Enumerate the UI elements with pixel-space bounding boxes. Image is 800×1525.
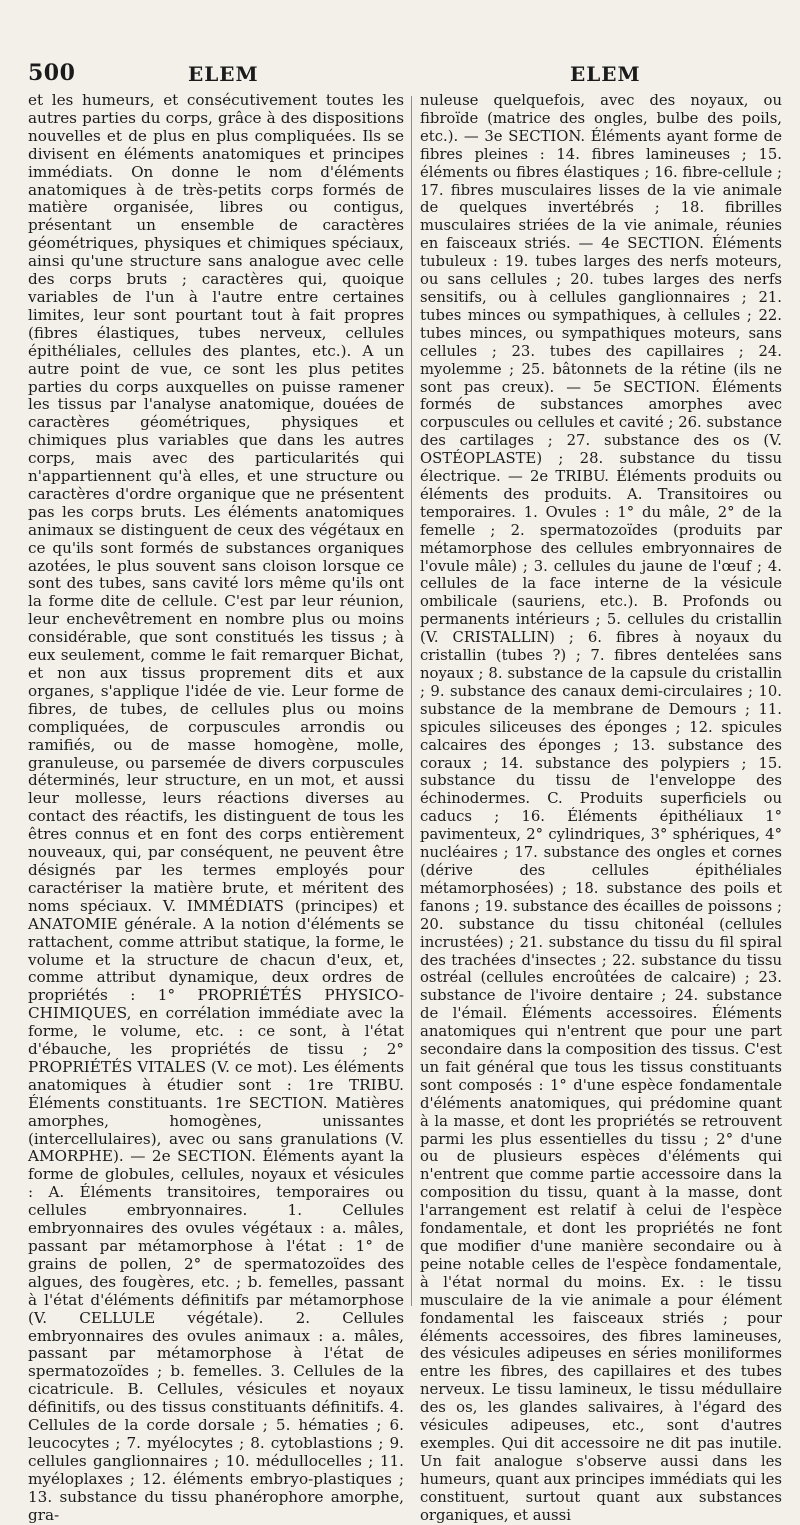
left-running-headword: ELEM [188,62,259,86]
left-text-column [28,91,404,1524]
right-text-column [420,92,782,1524]
right-running-headword: ELEM [570,62,641,86]
left-column-text: et les humeurs, et consécutivement toutes les autres parties du corps, grâce à des dispositions nouvelles et de plus en plus compliquées. Ils se divisent en éléments anatomiques et principes immédiats. On donne le nom d'éléments anatomiques à de très-petits corps formés de matière organisée, libres ou contigus, présentant un ensemble de caractères géométriques, physiques et chimiques spéciaux, ainsi qu'une structure sans analogue avec celle des corps bruts ; caractères qui, quoique variables de l'un à l'autre entre certaines limites, leur sont pourtant tout à fait propres (fibres élastiques, tubes nerveux, cellules épithéliales, cellules des plantes, etc.). A un autre point de vue, ce sont les plus petites parties du corps auxquelles on puisse ramener les tissus par l'analyse anatomique, douées de caractères géométriques, physiques et chimiques plus variables que dans les autres corps, mais avec des particularités qui n'appartiennent qu'à elles, et une structure ou caractères d'ordre organique que ne présentent pas les corps bruts. Les éléments anatomiques animaux se distinguent de ceux des végétaux en ce qu'ils sont formés de substances organiques azotées, le plus souvent sans cloison lorsque ce sont des tubes, sans cavité lors même qu'ils ont la forme dite de cellule. C'est par leur réunion, leur enchevêtrement en nombre plus ou moins considérable, que sont constitués les tissus ; à eux seulement, comme le fait remarquer Bichat, et non aux tissus proprement dits et aux organes, s'applique l'idée de vie. Leur forme de fibres, de tubes, de cellules plus ou moins compliquées, de corpuscules arrondis ou ramifiés, ou de masse homogène, molle, granuleuse, ou parsemée de divers corpuscules déterminés, leur structure, en un mot, et aussi leur mollesse, leurs réactions diverses au contact des réactifs, les distinguent de tous les êtres connus et en font des corps entièrement nouveaux, qui, par conséquent, ne peuvent être désignés par les termes employés pour caractériser la matière brute, et méritent des noms spéciaux. V. IMMÉDIATS (principes) et ANATOMIE générale. A la notion d'éléments se rattachent, comme attribut statique, la forme, le volume et la structure de chacun d'eux, et, comme attribut dynamique, deux ordres de propriétés : 1° PROPRIÉTÉS PHYSICO-CHIMIQUES, en corrélation immédiate avec la forme, le volume, etc. : ce sont, à l'état d'ébauche, les propriétés de tissu ; 2° PROPRIÉTÉS VITALES (V. ce mot). Les éléments anatomiques à étudier sont : 1re TRIBU. Éléments constituants. 1re SECTION. Matières amorphes, homogènes, unissantes (intercellulaires), avec ou sans granulations (V. AMORPHE). — 2e SECTION. Éléments ayant la forme de globules, cellules, noyaux et vésicules : A. Éléments transitoires, temporaires ou cellules embryonnaires. 1. Cellules embryonnaires des ovules végétaux : a. mâles, passant par métamorphose à l'état : 1° de grains de pollen, 2° de spermatozoïdes des algues, des fougères, etc. ; b. femelles, passant à l'état d'éléments définitifs par métamorphose (V. CELLULE végétale). 2. Cellules embryonnaires des ovules animaux : a. mâles, passant par métamorphose à l'état de spermatozoïdes ; b. femelles. 3. Cellules de la cicatricule. B. Cellules, vésicules et noyaux définitifs, ou des tissus constituants définitifs. 4. Cellules de la corde dorsale ; 5. hématies ; 6. leucocytes ; 7. myélocytes ; 8. cytoblastions ; 9. cellules ganglionnaires ; 10. médullocelles ; 11. myéloplaxes ; 12. éléments embryo-plastiques ; 13. substance du tissu phanérophore amorphe, gra- [28,91,404,1524]
right-column-text: nuleuse quelquefois, avec des noyaux, ou fibroïde (matrice des ongles, bulbe des poils, etc.). — 3e SECTION. Éléments ayant forme de fibres pleines : 14. fibres lamineuses ; 15. éléments ou fibres élastiques ; 16. fibre-cellule ; 17. fibres musculaires lisses de la vie animale de quelques invertébrés ; 18. fibrilles musculaires striées de la vie animale, réunies en faisceaux striés. — 4e SECTION. Éléments tubuleux : 19. tubes larges des nerfs moteurs, ou sans cellules ; 20. tubes larges des nerfs sensitifs, ou à cellules ganglionnaires ; 21. tubes minces ou sympathiques, à cellules ; 22. tubes minces, ou sympathiques moteurs, sans cellules ; 23. tubes des capillaires ; 24. myolemme ; 25. bâtonnets de la rétine (ils ne sont pas creux). — 5e SECTION. Éléments formés de substances amorphes avec corpuscules ou cellules et cavité ; 26. substance des cartilages ; 27. substance des os (V. OSTÉOPLASTE) ; 28. substance du tissu électrique. — 2e TRIBU. Éléments produits ou éléments des produits. A. Transitoires ou temporaires. 1. Ovules : 1° du mâle, 2° de la femelle ; 2. spermatozoïdes (produits par métamorphose des cellules embryonnaires de l'ovule mâle) ; 3. cellules du jaune de l'œuf ; 4. cellules de la face interne de la vésicule ombilicale (sauriens, etc.). B. Profonds ou permanents intérieurs ; 5. cellules du cristallin (V. CRISTALLIN) ; 6. fibres à noyaux du cristallin (tubes ?) ; 7. fibres dentelées sans noyaux ; 8. substance de la capsule du cristallin ; 9. substance des canaux demi-circulaires ; 10. substance de la membrane de Demours ; 11. spicules siliceuses des éponges ; 12. spicules calcaires des éponges ; 13. substance des coraux ; 14. substance des polypiers ; 15. substance du tissu de l'enveloppe des échinodermes. C. Produits superficiels ou caducs ; 16. Éléments épithéliaux 1° pavimenteux, 2° cylindriques, 3° sphériques, 4° nucléaires ; 17. substance des ongles et cornes (dérive des cellules épithéliales métamorphosées) ; 18. substance des poils et fanons ; 19. substance des écailles de poissons ; 20. substance du tissu chitonéal (cellules incrustées) ; 21. substance du tissu du fil spiral des trachées d'insectes ; 22. substance du tissu ostréal (cellules encroûtées de calcaire) ; 23. substance de l'ivoire dentaire ; 24. substance de l'émail. Éléments accessoires. Éléments anatomiques qui n'entrent que pour une part secondaire dans la composition des tissus. C'est un fait général que tous les tissus constituants sont composés : 1° d'une espèce fondamentale d'éléments anatomiques, qui prédomine quant à la masse, et dont les propriétés se retrouvent parmi les plus essentielles du tissu ; 2° d'une ou de plusieurs espèces d'éléments qui n'entrent que comme partie accessoire dans la composition du tissu, quant à la masse, dont l'arrangement est relatif à celui de l'espèce fondamentale, et dont les propriétés ne font que modifier d'une manière secondaire ou à peine notable celles de l'espèce fondamentale, à l'état normal du moins. Ex. : le tissu musculaire de la vie animale a pour élément fondamental les faisceaux striés ; pour éléments accessoires, des fibres lamineuses, des vésicules adipeuses en séries moniliformes entre les fibres, des capillaires et des tubes nerveux. Le tissu lamineux, le tissu médullaire des os, les glandes salivaires, à l'égard des vésicules adipeuses, etc., sont d'autres exemples. Qui dit accessoire ne dit pas inutile. Un fait analogue s'observe aussi dans les humeurs, quant aux principes immédiats qui les constituent, surtout quant aux substances organiques, et aussi [420,92,782,1524]
column-divider [411,96,412,1306]
page-number: 500 [28,60,76,86]
